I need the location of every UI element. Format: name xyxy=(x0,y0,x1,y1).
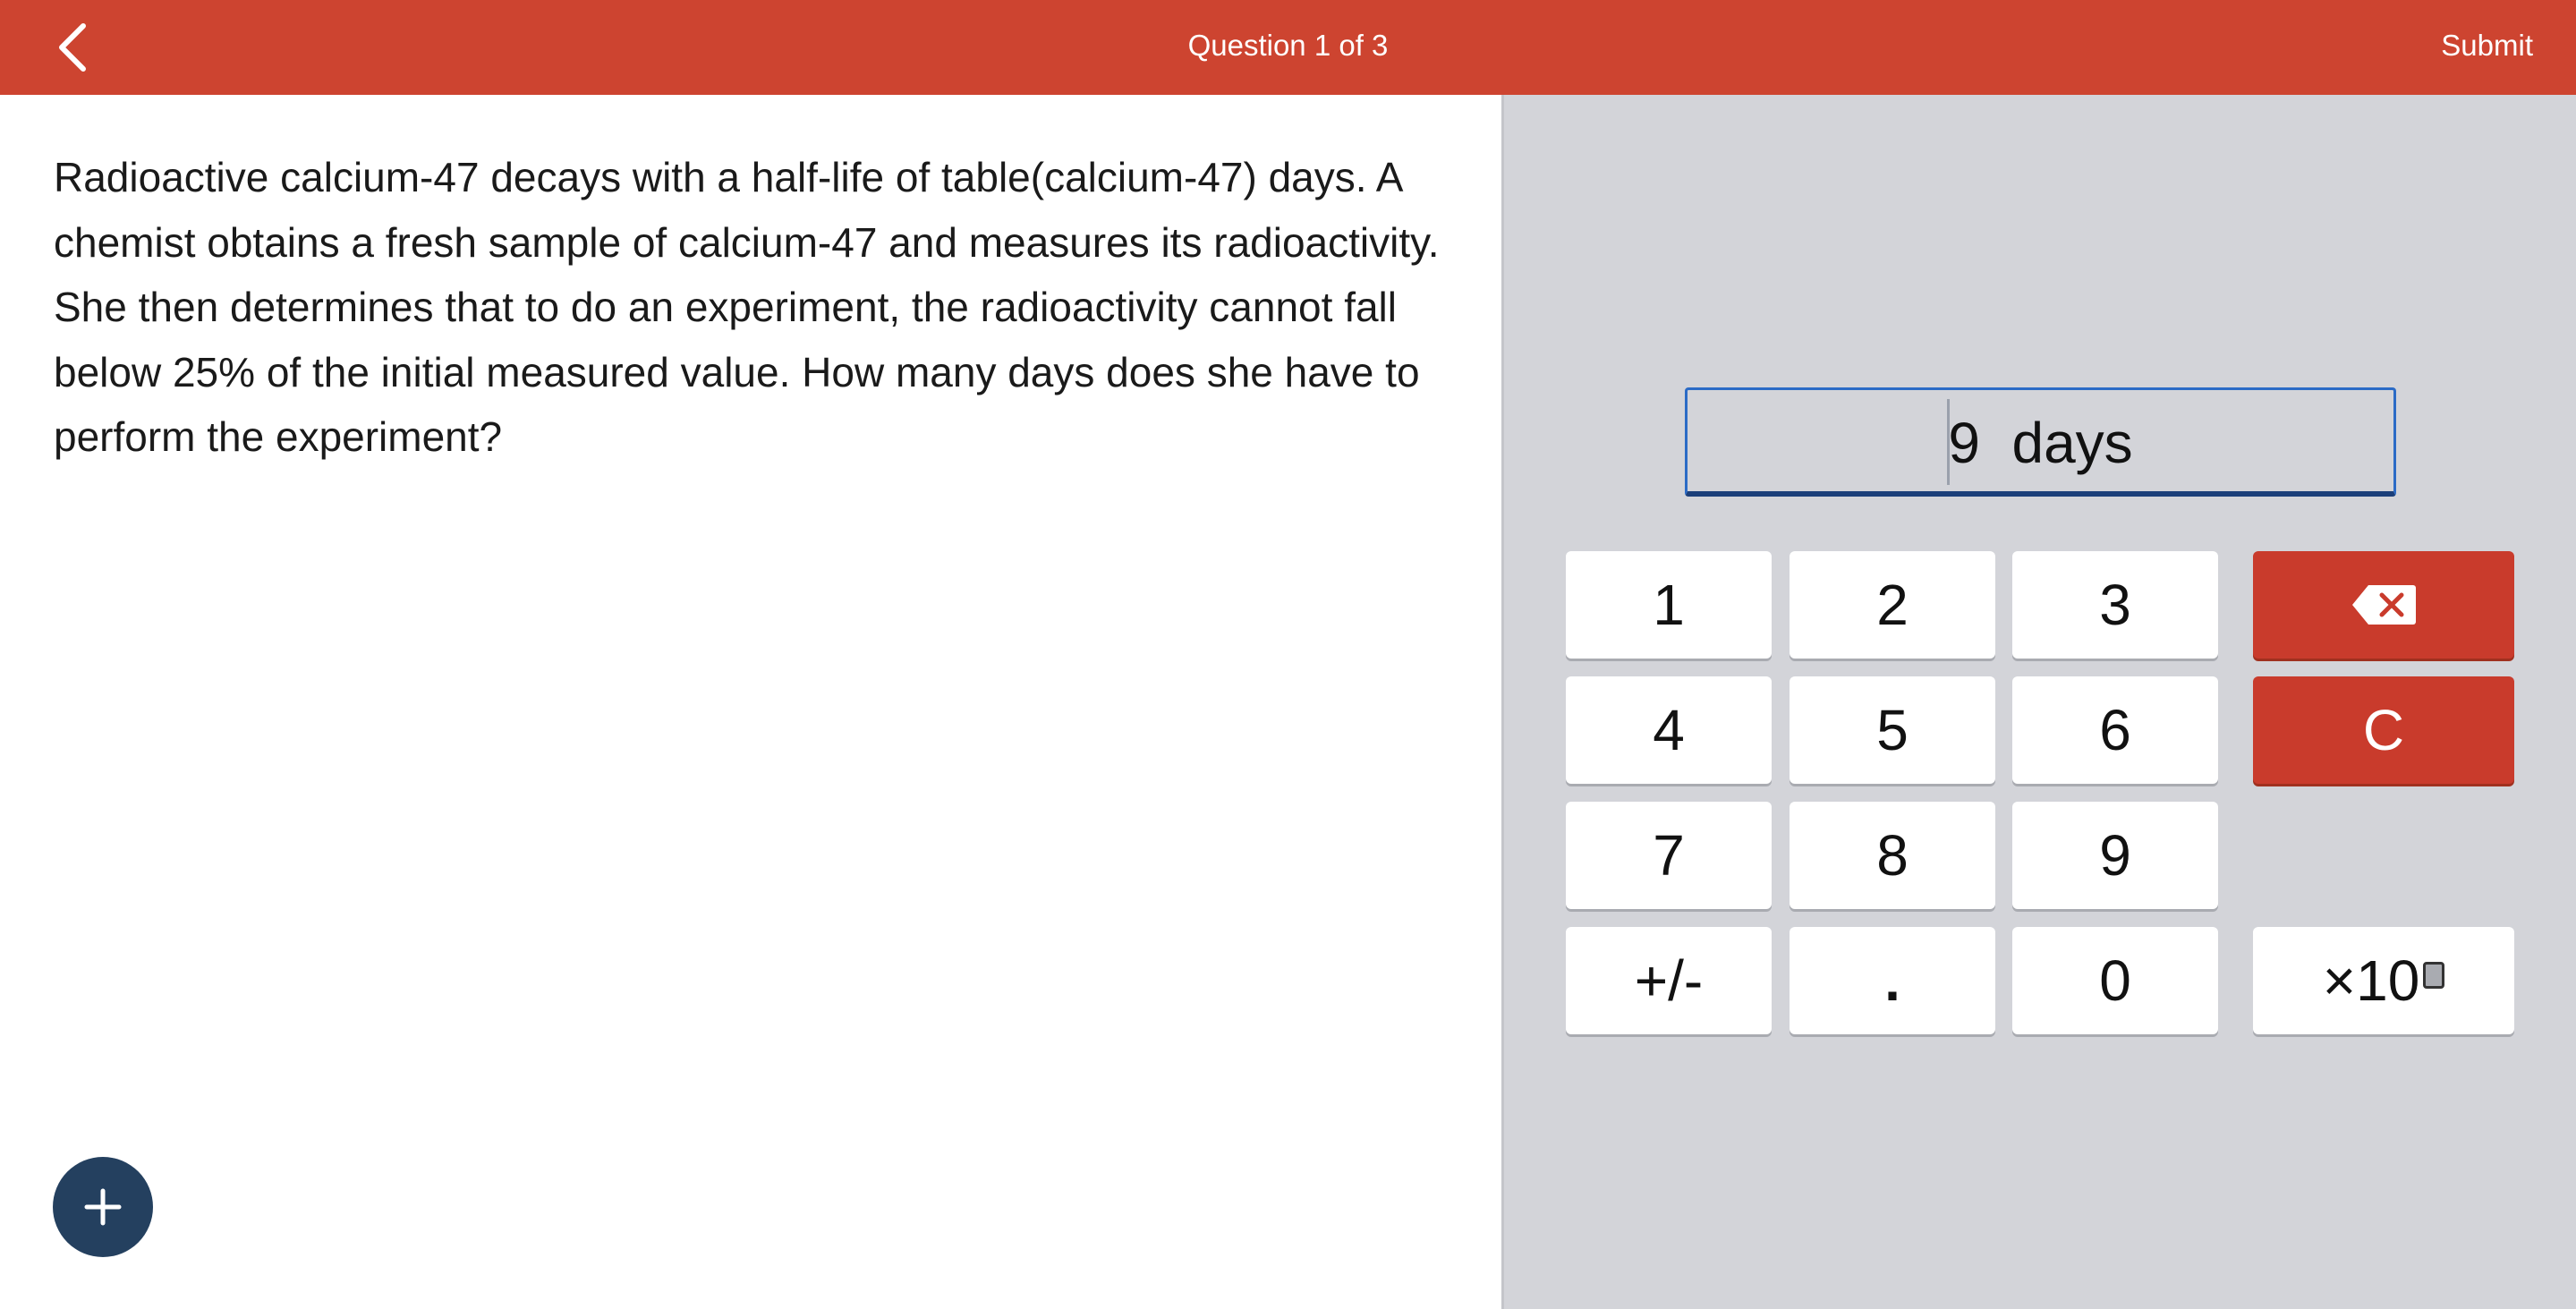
question-text: Radioactive calcium-47 decays with a half-life of table(calcium-47) days. A chemist obtains a fresh sample of calcium-47 and measures its radioactivity. She then determines that to do an experiment, the radioactivity cannot fall below 25% of the initial measured value. How many days does she have to perform the experiment? xyxy=(54,154,1440,460)
key-0[interactable]: 0 xyxy=(2012,927,2218,1034)
key-8[interactable]: 8 xyxy=(1790,802,1995,909)
answer-value: 9 xyxy=(1948,411,1980,475)
exponent-placeholder-icon xyxy=(2423,962,2444,989)
key-7[interactable]: 7 xyxy=(1566,802,1772,909)
answer-input[interactable] xyxy=(1685,387,2396,497)
times-ten-label: ×10 xyxy=(2322,948,2420,1013)
question-panel xyxy=(0,95,1501,1309)
plus-icon xyxy=(83,1187,123,1227)
add-button[interactable] xyxy=(53,1157,153,1257)
key-3[interactable]: 3 xyxy=(2012,551,2218,659)
key-4[interactable]: 4 xyxy=(1566,676,1772,784)
clear-button[interactable]: C xyxy=(2253,676,2514,784)
key-2[interactable]: 2 xyxy=(1790,551,1995,659)
key-5[interactable]: 5 xyxy=(1790,676,1995,784)
answer-unit: days xyxy=(2011,411,2133,475)
plus-minus-button[interactable]: +/- xyxy=(1566,927,1772,1034)
times-ten-button[interactable] xyxy=(2253,927,2514,1034)
key-9[interactable]: 9 xyxy=(2012,802,2218,909)
decimal-button[interactable]: . xyxy=(1790,927,1995,1034)
page-title: Question 1 of 3 xyxy=(1187,29,1389,62)
answer-display xyxy=(1688,412,2393,474)
key-1[interactable]: 1 xyxy=(1566,551,1772,659)
backspace-icon xyxy=(2351,583,2417,626)
backspace-button[interactable] xyxy=(2253,551,2514,659)
submit-button[interactable]: Submit xyxy=(2441,29,2533,62)
key-6[interactable]: 6 xyxy=(2012,676,2218,784)
top-bar xyxy=(0,0,2576,95)
